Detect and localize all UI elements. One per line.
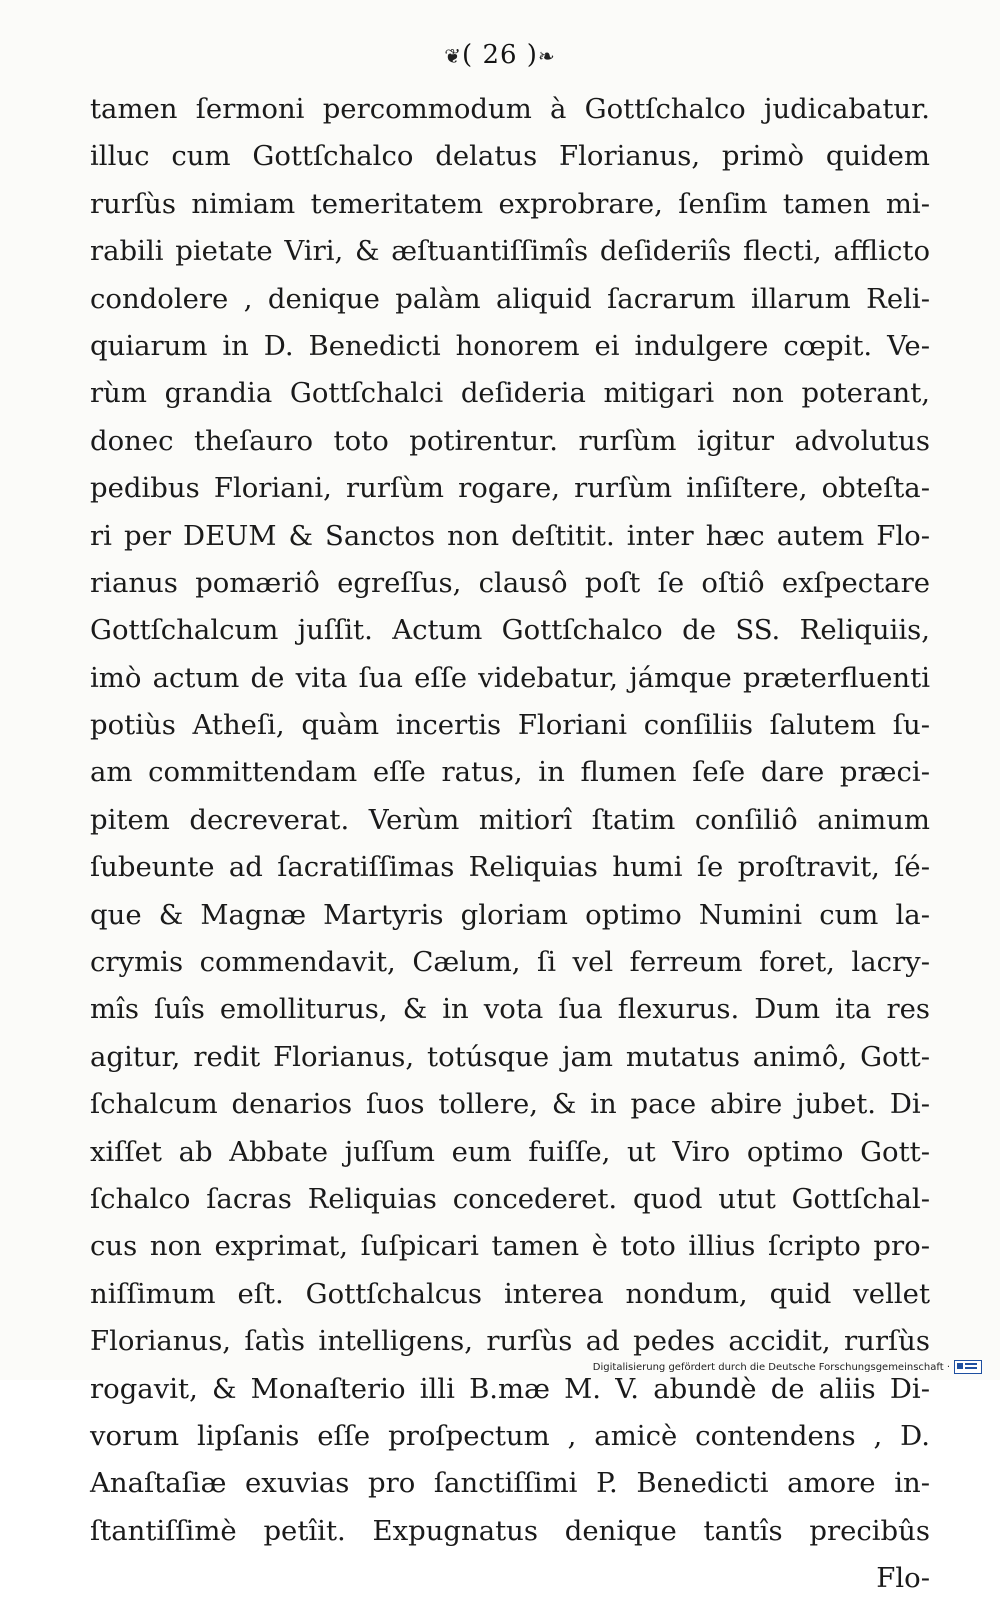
digitization-footer: [593, 1360, 982, 1374]
text-line: quiarum in D. Benedicti honorem ei indulgere cœpit. Ve-: [90, 329, 930, 362]
text-line: donec theſauro toto potirentur. rurſùm igitur advolutus: [90, 424, 930, 457]
text-line: Anaſtaſiæ exuvias pro ſanctiſſimi P. Benedicti amore in-: [90, 1467, 930, 1500]
text-line: vorum lipſanis eſſe proſpectum , amicè contendens , D.: [90, 1419, 930, 1452]
text-line: condolere , denique palàm aliquid ſacrarum illarum Reli-: [90, 282, 930, 315]
text-line: Gottſchalcum juſſit. Actum Gottſchalco de SS. Reliquiis,: [90, 614, 930, 647]
text-line: Flo-: [876, 1562, 930, 1595]
text-line: am committendam eſſe ratus, in flumen ſeſe dare præci-: [90, 756, 930, 789]
text-line: illuc cum Gottſchalco delatus Florianus, primò quidem: [90, 140, 930, 173]
left-ornament-icon: ❦: [444, 44, 463, 68]
text-line: agitur, redit Florianus, totúsque jam mutatus animô, Gott-: [90, 1040, 930, 1073]
text-line: mîs ſuîs emolliturus, & in vota ſua flexurus. Dum ita res: [90, 993, 930, 1026]
text-line: cus non exprimat, ſuſpicari tamen è toto illius ſcripto pro-: [90, 1230, 930, 1263]
page-number: ( 26 ): [462, 40, 538, 70]
funding-note: Digitalisierung gefördert durch die Deutsche Forschungsgemeinschaft ·: [592, 1361, 950, 1373]
right-ornament-icon: ❧: [537, 44, 556, 68]
text-line: crymis commendavit, Cælum, ſi vel ferreum foret, lacry-: [90, 946, 930, 979]
text-line: rurſùs nimiam temeritatem exprobrare, ſenſim tamen mi-: [90, 187, 930, 220]
text-line: potiùs Atheſi, quàm incertis Floriani conſiliis ſalutem ſu-: [90, 709, 930, 742]
text-line: rabili pietate Viri, & æſtuantiſſimîs deſideriîs flecti, afflicto: [90, 235, 930, 268]
text-line: rùm grandia Gottſchalci deſideria mitigari non poterant,: [90, 377, 930, 410]
text-line: ſubeunte ad ſacratiſſimas Reliquias humi ſe proſtravit, ſé-: [90, 851, 930, 884]
text-line: xiſſet ab Abbate juſſum eum fuiſſe, ut Viro optimo Gott-: [90, 1135, 930, 1168]
body-text: [90, 86, 930, 1603]
text-line: imò actum de vita ſua eſſe videbatur, jámque præterfluenti: [90, 661, 930, 694]
dfg-logo-icon: [954, 1360, 982, 1374]
text-line: ſtantiſſimè petîit. Expugnatus denique tantîs precibûs: [90, 1514, 930, 1547]
text-line: ſchalcum denarios ſuos tollere, & in pace abire jubet. Di-: [90, 1088, 930, 1121]
text-line: que & Magnæ Martyris gloriam optimo Numini cum la-: [90, 898, 930, 931]
text-line: ri per DEUM & Sanctos non deſtitit. inter hæc autem Flo-: [90, 519, 930, 552]
text-line: ſchalco ſacras Reliquias concederet. quod utut Gottſchal-: [90, 1182, 930, 1215]
text-line: rianus pomæriô egreſſus, clausô poſt ſe oſtiô exſpectare: [90, 566, 930, 599]
text-line: pedibus Floriani, rurſùm rogare, rurſùm inſiſtere, obteſta-: [90, 472, 930, 505]
running-head: [0, 40, 1000, 70]
text-line: niſſimum eſt. Gottſchalcus interea nondum, quid vellet: [90, 1277, 930, 1310]
text-line: rogavit, & Monaſterio illi B.mæ M. V. abundè de aliis Di-: [90, 1372, 930, 1405]
text-line: tamen ſermoni percommodum à Gottſchalco judicabatur.: [90, 93, 930, 125]
text-line: Florianus, ſatìs intelligens, rurſùs ad pedes accidit, rurſùs: [90, 1325, 930, 1358]
text-line: pitem decreverat. Verùm mitiorî ſtatim conſiliô animum: [90, 803, 930, 836]
